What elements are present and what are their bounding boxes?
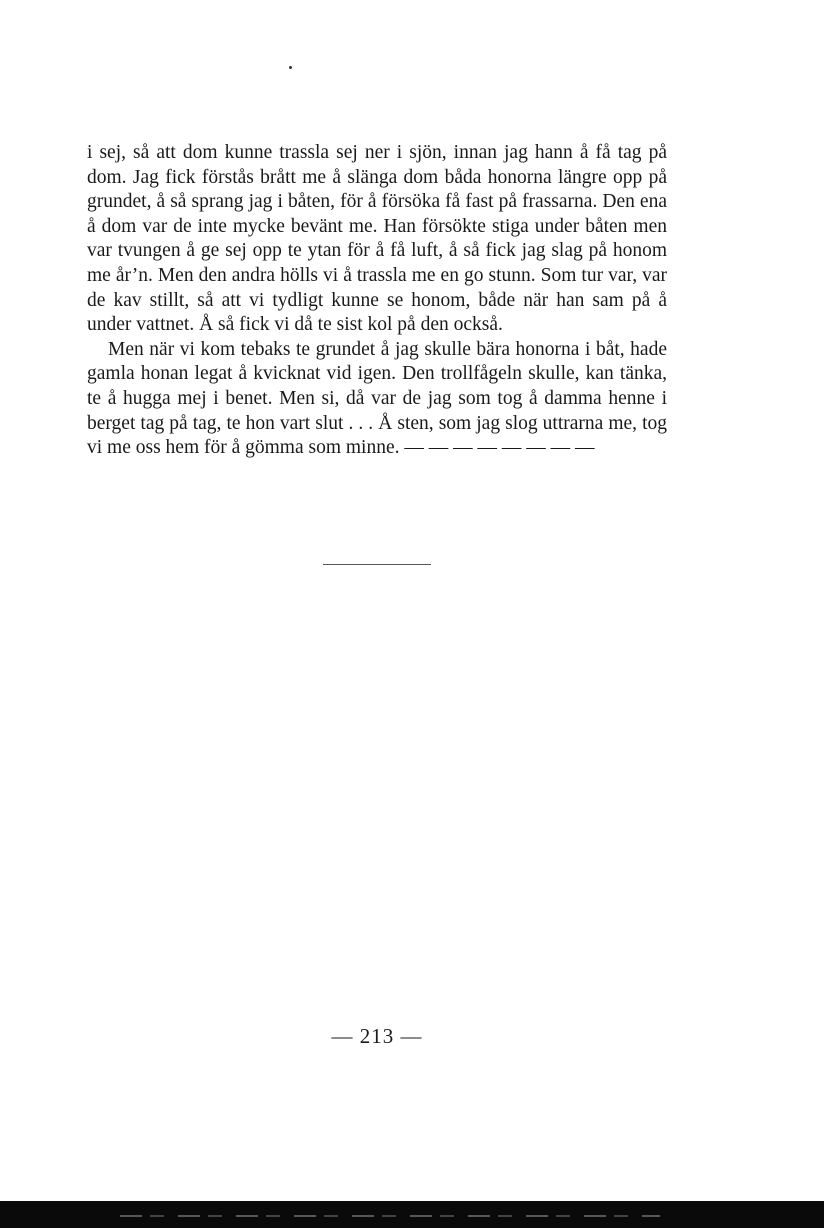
ink-speck xyxy=(289,66,292,69)
paragraph-1: i sej, så att dom kunne trassla sej ner i sjön, innan jag hann å få tag på dom. Jag fick förstås brått me å slänga dom båda honorna längre opp på grundet, å så sprang jag i båten, för å försöka få fast på frassarna. Den ena å dom var de inte mycke bevänt me. Han försökte stiga under båten men var tvungen å ge sej opp te ytan för å få luft, å så fick jag slag på honom me år’n. Men den andra hölls vi å trassla me en go stunn. Som tur var, var de kav stillt, så att vi tydligt kunne se honom, både när han sam på å under vattnet. Å så fick vi då te sist kol på den också. xyxy=(87,142,667,336)
scan-artifact xyxy=(120,1215,660,1217)
paragraph-2: Men när vi kom tebaks te grundet å jag skulle bära honorna i båt, hade gamla honan legat å kvicknat vid igen. Den trollfågeln skulle, kan tänka, te å hugga mej i benet. Men si, då var de jag som tog å damma henne i berget tag på tag, te hon vart slut . . . Å sten, som jag slog uttrarna me, tog vi me oss hem för å gömma som minne. — — — — — — — — xyxy=(87,338,667,459)
scan-edge xyxy=(0,1201,824,1228)
page-number: — 213 — xyxy=(331,1024,423,1048)
section-divider xyxy=(323,564,431,565)
body-text xyxy=(87,141,667,461)
